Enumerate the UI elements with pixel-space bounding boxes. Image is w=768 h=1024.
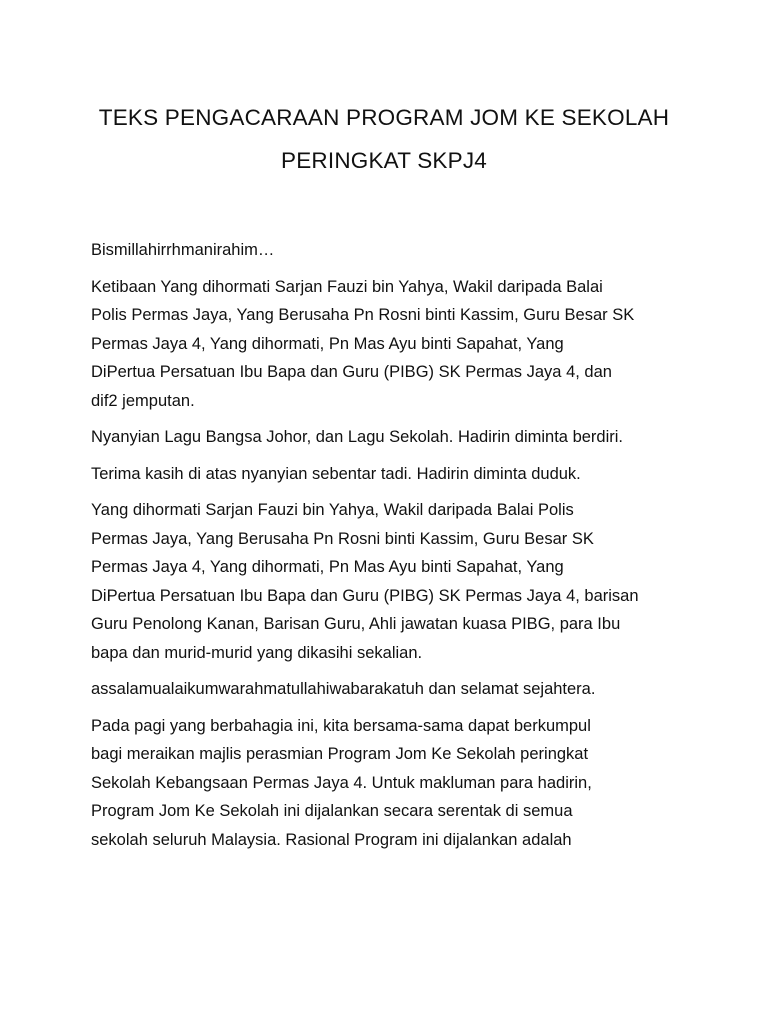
paragraph-anthem [91,423,691,452]
text-line: Terima kasih di atas nyanyian sebentar tadi. Hadirin diminta duduk. [91,464,581,483]
paragraph-arrival [91,273,691,416]
document-title [60,96,708,182]
text-line: Bismillahirrhmanirahim… [91,241,275,259]
text-line: Permas Jaya 4, Yang dihormati, Pn Mas Ayu binti Sapahat, Yang [91,558,564,576]
title-line: PERINGKAT SKPJ4 [281,148,487,173]
text-line: DiPertua Persatuan Ibu Bapa dan Guru (PIBG) SK Permas Jaya 4, barisan [91,586,639,605]
text-line: Yang dihormati Sarjan Fauzi bin Yahya, Wakil daripada Balai Polis [91,501,574,519]
paragraph-introduction [91,712,691,855]
text-line: Guru Penolong Kanan, Barisan Guru, Ahli jawatan kuasa PIBG, para Ibu [91,615,621,633]
text-line: Permas Jaya, Yang Berusaha Pn Rosni binti Kassim, Guru Besar SK [91,529,594,548]
text-line: DiPertua Persatuan Ibu Bapa dan Guru (PIBG) SK Permas Jaya 4, dan [91,363,612,381]
title-line: TEKS PENGACARAAN PROGRAM JOM KE SEKOLAH [98,105,670,130]
text-line: sekolah seluruh Malaysia. Rasional Program ini dijalankan adalah [91,830,572,849]
text-line: Pada pagi yang berbahagia ini, kita bersama-sama dapat berkumpul [91,716,591,735]
text-line: dif2 jemputan. [91,391,195,410]
text-line: Permas Jaya 4, Yang dihormati, Pn Mas Ayu binti Sapahat, Yang [91,334,564,353]
paragraph-greeting [91,675,691,704]
text-line: bagi meraikan majlis perasmian Program Jom Ke Sekolah peringkat [91,745,589,763]
text-line: Nyanyian Lagu Bangsa Johor, dan Lagu Sekolah. Hadirin diminta berdiri. [91,428,624,446]
paragraph-opening [91,236,691,265]
paragraph-salutation [91,496,691,667]
text-line: Program Jom Ke Sekolah ini dijalankan secara serentak di semua [91,802,573,820]
text-line: assalamualaikumwarahmatullahiwabarakatuh dan selamat sejahtera. [91,680,596,698]
text-line: Sekolah Kebangsaan Permas Jaya 4. Untuk makluman para hadirin, [91,773,592,792]
text-line: Ketibaan Yang dihormati Sarjan Fauzi bin Yahya, Wakil daripada Balai [91,277,603,296]
document-body [91,236,691,862]
paragraph-thanks [91,460,691,489]
text-line: Polis Permas Jaya, Yang Berusaha Pn Rosni binti Kassim, Guru Besar SK [91,306,635,324]
text-line: bapa dan murid-murid yang dikasihi sekalian. [91,643,423,662]
